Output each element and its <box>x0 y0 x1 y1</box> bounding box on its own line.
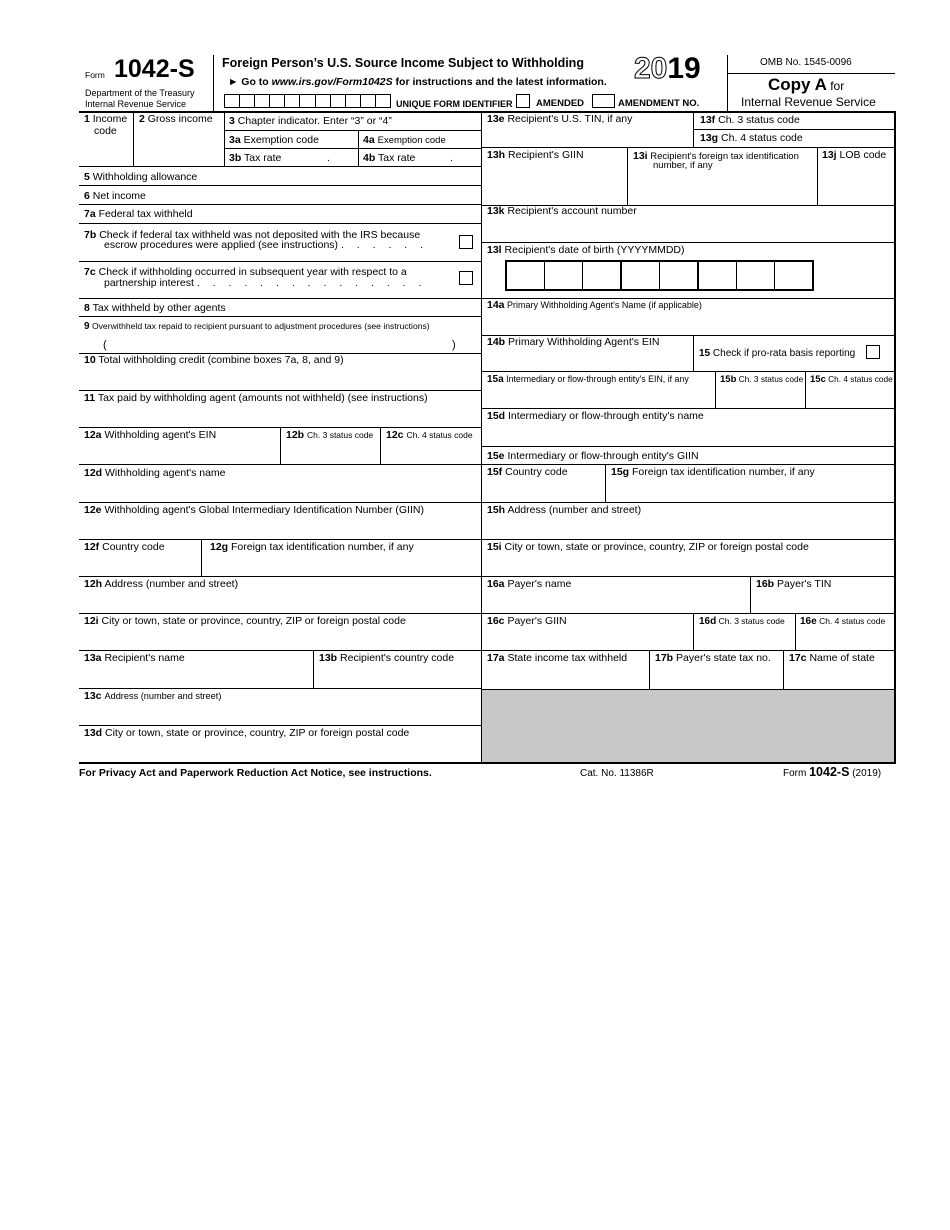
box-7c-label: 7c Check if withholding occurred in subsequent year with respect to a <box>84 266 407 278</box>
box-13k-label[interactable]: 13k Recipient's account number <box>487 205 637 217</box>
rule <box>482 408 895 409</box>
box-13a-label[interactable]: 13a Recipient's name <box>84 652 185 664</box>
box-12d-label[interactable]: 12d Withholding agent's name <box>84 467 226 479</box>
rule <box>380 427 381 464</box>
goto-prefix: ► Go to <box>228 76 272 88</box>
box-14b-label[interactable]: 14b Primary Withholding Agent's EIN <box>487 336 660 348</box>
tax-year-outline: 20 <box>634 52 668 85</box>
box-13l-label[interactable]: 13l Recipient's date of birth (YYYYMMDD) <box>487 244 685 256</box>
date-of-birth-boxes[interactable] <box>505 260 814 291</box>
box-13e-label[interactable]: 13e Recipient's U.S. TIN, if any <box>487 113 633 125</box>
rule <box>79 390 481 391</box>
footer-form-id <box>783 766 881 780</box>
box-12f-label[interactable]: 12f Country code <box>84 541 165 553</box>
box-15f-label[interactable]: 15f Country code <box>487 466 568 478</box>
box-12b-label[interactable]: 12b Ch. 3 status code <box>286 429 374 441</box>
box-3a-label[interactable]: 3a Exemption code <box>229 134 319 146</box>
box-15e-label[interactable]: 15e Intermediary or flow-through entity's GIIN <box>487 450 699 462</box>
amendment-number-label: AMENDMENT NO. <box>618 98 700 109</box>
box-10-label[interactable]: 10 Total withholding credit (combine boxes 7a, 8, and 9) <box>84 354 344 366</box>
rule <box>79 650 481 651</box>
rule <box>482 539 895 540</box>
box-7c-label-line2: partnership interest . . . . . . . . . . . . . . . <box>104 277 427 289</box>
box-12a-label[interactable]: 12a Withholding agent's EIN <box>84 429 217 441</box>
rule <box>79 261 481 262</box>
box-7b-label-line2: escrow procedures were applied (see instructions) . . . . . . <box>104 239 429 251</box>
copy-for: for <box>826 79 845 93</box>
rule <box>79 502 481 503</box>
goto-suffix: for instructions and the latest information. <box>392 76 607 88</box>
box-12e-label[interactable]: 12e Withholding agent's Global Intermediary Identification Number (GIIN) <box>84 504 424 516</box>
box-13h-label[interactable]: 13h Recipient's GIIN <box>487 149 584 161</box>
box-16a-label[interactable]: 16a Payer's name <box>487 578 572 590</box>
rule <box>783 650 784 690</box>
rule <box>482 464 895 465</box>
box-13j-label[interactable]: 13j LOB code <box>822 149 887 161</box>
department: Department of the Treasury <box>85 88 195 98</box>
box-17a-label[interactable]: 17a State income tax withheld <box>487 652 628 664</box>
box-16d-label[interactable]: 16d Ch. 3 status code <box>699 616 785 627</box>
rule <box>79 185 481 186</box>
box-3-label[interactable]: 3 Chapter indicator. Enter “3” or “4” <box>229 115 392 127</box>
goto-url[interactable]: www.irs.gov/Form1042S <box>271 76 393 88</box>
rule <box>715 371 716 408</box>
copy-recipient: Internal Revenue Service <box>741 95 876 109</box>
shaded-area <box>482 690 894 762</box>
unique-form-identifier-label: UNIQUE FORM IDENTIFIER <box>396 99 513 109</box>
omb-rule <box>727 73 895 74</box>
box-13i-label-line2: number, if any <box>653 160 713 171</box>
box-11-label[interactable]: 11 Tax paid by withholding agent (amounts not withheld) (see instructions) <box>84 392 428 404</box>
rule <box>224 148 481 149</box>
rule <box>280 427 281 464</box>
footer-form-year: (2019) <box>849 768 882 779</box>
rule <box>482 242 895 243</box>
box-9-paren-close: ) <box>452 339 456 351</box>
box-1-label[interactable]: 1 Income <box>84 113 128 125</box>
rule <box>79 576 481 577</box>
tax-year-bold: 19 <box>667 52 701 85</box>
box-16c-label[interactable]: 16c Payer's GIIN <box>487 615 567 627</box>
box-15c-label[interactable]: 15c Ch. 4 status code <box>810 374 893 385</box>
rule <box>224 130 481 131</box>
rule <box>482 613 895 614</box>
box-3b-decimal: . <box>327 152 330 164</box>
box-13d-label[interactable]: 13d City or town, state or province, country, ZIP or foreign postal code <box>84 727 410 739</box>
box-15-checkbox[interactable] <box>866 345 880 359</box>
box-17b-label[interactable]: 17b Payer's state tax no. <box>655 652 771 664</box>
box-7c-checkbox[interactable] <box>459 271 473 285</box>
box-15a-label[interactable]: 15a Intermediary or flow-through entity's EIN, if any <box>487 374 689 385</box>
box-12c-label[interactable]: 12c Ch. 4 status code <box>386 429 473 441</box>
copy-designation <box>768 75 844 96</box>
box-16b-label[interactable]: 16b Payer's TIN <box>756 578 832 590</box>
rule <box>313 650 314 688</box>
box-4b-decimal: . <box>450 152 453 164</box>
box-6-label[interactable]: 6 Net income <box>84 190 146 202</box>
box-4a-label[interactable]: 4a Exemption code <box>363 134 446 146</box>
instructions-line <box>228 76 607 88</box>
rule <box>482 576 895 577</box>
box-1-label-line2: code <box>94 125 117 137</box>
form-number: 1042-S <box>114 55 195 83</box>
rule <box>482 689 895 690</box>
box-15b-label[interactable]: 15b Ch. 3 status code <box>720 374 804 385</box>
footer-form-number: 1042-S <box>809 765 850 779</box>
rule <box>224 111 225 166</box>
box-7b-checkbox[interactable] <box>459 235 473 249</box>
form-title: Foreign Person’s U.S. Source Income Subject to Withholding <box>222 56 584 70</box>
box-5-label[interactable]: 5 Withholding allowance <box>84 171 198 183</box>
rule <box>358 130 359 166</box>
box-13f-label[interactable]: 13f Ch. 3 status code <box>700 114 800 126</box>
box-9-paren-open: ( <box>103 339 107 351</box>
catalog-number: Cat. No. 11386R <box>580 768 654 779</box>
rule <box>482 650 895 651</box>
rule <box>805 371 806 408</box>
rule <box>133 111 134 166</box>
rule <box>817 147 818 205</box>
box-13c-label[interactable]: 13c Address (number and street) <box>84 690 222 702</box>
box-7b-label: 7b Check if federal tax withheld was not deposited with the IRS because <box>84 229 421 241</box>
box-7a-label[interactable]: 7a Federal tax withheld <box>84 208 193 220</box>
rule <box>482 371 895 372</box>
agency: Internal Revenue Service <box>85 99 187 109</box>
rule <box>79 223 481 224</box>
form-label: Form <box>85 70 105 80</box>
rule <box>79 316 481 317</box>
rule <box>79 725 481 726</box>
copy-a: Copy A <box>768 75 827 94</box>
rule <box>79 464 481 465</box>
box-9-label[interactable]: 9 Overwithheld tax repaid to recipient pursuant to adjustment procedures (see instructions) <box>84 321 430 332</box>
box-15-label: 15 Check if pro-rata basis reporting <box>699 348 856 359</box>
box-13g-label[interactable]: 13g Ch. 4 status code <box>700 132 803 144</box>
box-12g-label[interactable]: 12g Foreign tax identification number, if any <box>210 541 414 553</box>
box-4b-label[interactable]: 4b Tax rate <box>363 152 416 164</box>
box-3b-label[interactable]: 3b Tax rate <box>229 152 282 164</box>
rule <box>693 129 895 130</box>
box-15d-label[interactable]: 15d Intermediary or flow-through entity's name <box>487 410 704 422</box>
box-2-label[interactable]: 2 Gross income <box>139 113 213 125</box>
rule <box>627 147 628 205</box>
rule <box>693 613 694 650</box>
rule <box>79 204 481 205</box>
rule <box>79 539 481 540</box>
box-16e-label[interactable]: 16e Ch. 4 status code <box>800 616 886 627</box>
rule <box>201 539 202 576</box>
rule <box>482 147 895 148</box>
box-12i-label[interactable]: 12i City or town, state or province, country, ZIP or foreign postal code <box>84 615 406 627</box>
box-12h-label[interactable]: 12h Address (number and street) <box>84 578 239 590</box>
box-15i-label[interactable]: 15i City or town, state or province, country, ZIP or foreign postal code <box>487 541 809 553</box>
rule <box>482 446 895 447</box>
rule <box>693 335 694 371</box>
box-14a-label[interactable]: 14a Primary Withholding Agent's Name (if applicable) <box>487 299 702 311</box>
box-8-label[interactable]: 8 Tax withheld by other agents <box>84 302 226 314</box>
box-15g-label[interactable]: 15g Foreign tax identification number, if any <box>611 466 815 478</box>
rule <box>795 613 796 650</box>
tax-year <box>634 52 701 86</box>
header-divider-right <box>727 55 728 112</box>
rule <box>79 166 481 167</box>
rule <box>79 298 481 299</box>
unique-form-identifier-boxes[interactable] <box>224 94 391 108</box>
header-divider-left <box>213 55 214 112</box>
box-15h-label[interactable]: 15h Address (number and street) <box>487 504 642 516</box>
rule <box>79 613 481 614</box>
box-17c-label[interactable]: 17c Name of state <box>789 652 875 664</box>
box-13i-label[interactable]: 13i Recipient's foreign tax identification <box>633 150 799 162</box>
rule <box>482 502 895 503</box>
rule <box>605 464 606 502</box>
amendment-number-box[interactable] <box>592 94 615 108</box>
amended-label: AMENDED <box>536 98 585 109</box>
rule <box>79 688 481 689</box>
rule <box>649 650 650 690</box>
footer-form-label: Form <box>783 768 810 779</box>
amended-checkbox[interactable] <box>516 94 530 108</box>
box-13b-label[interactable]: 13b Recipient's country code <box>319 652 455 664</box>
omb-number: OMB No. 1545-0096 <box>760 57 852 68</box>
rule <box>750 576 751 613</box>
privacy-notice: For Privacy Act and Paperwork Reduction Act Notice, see instructions. <box>79 767 432 779</box>
center-divider <box>481 111 482 763</box>
